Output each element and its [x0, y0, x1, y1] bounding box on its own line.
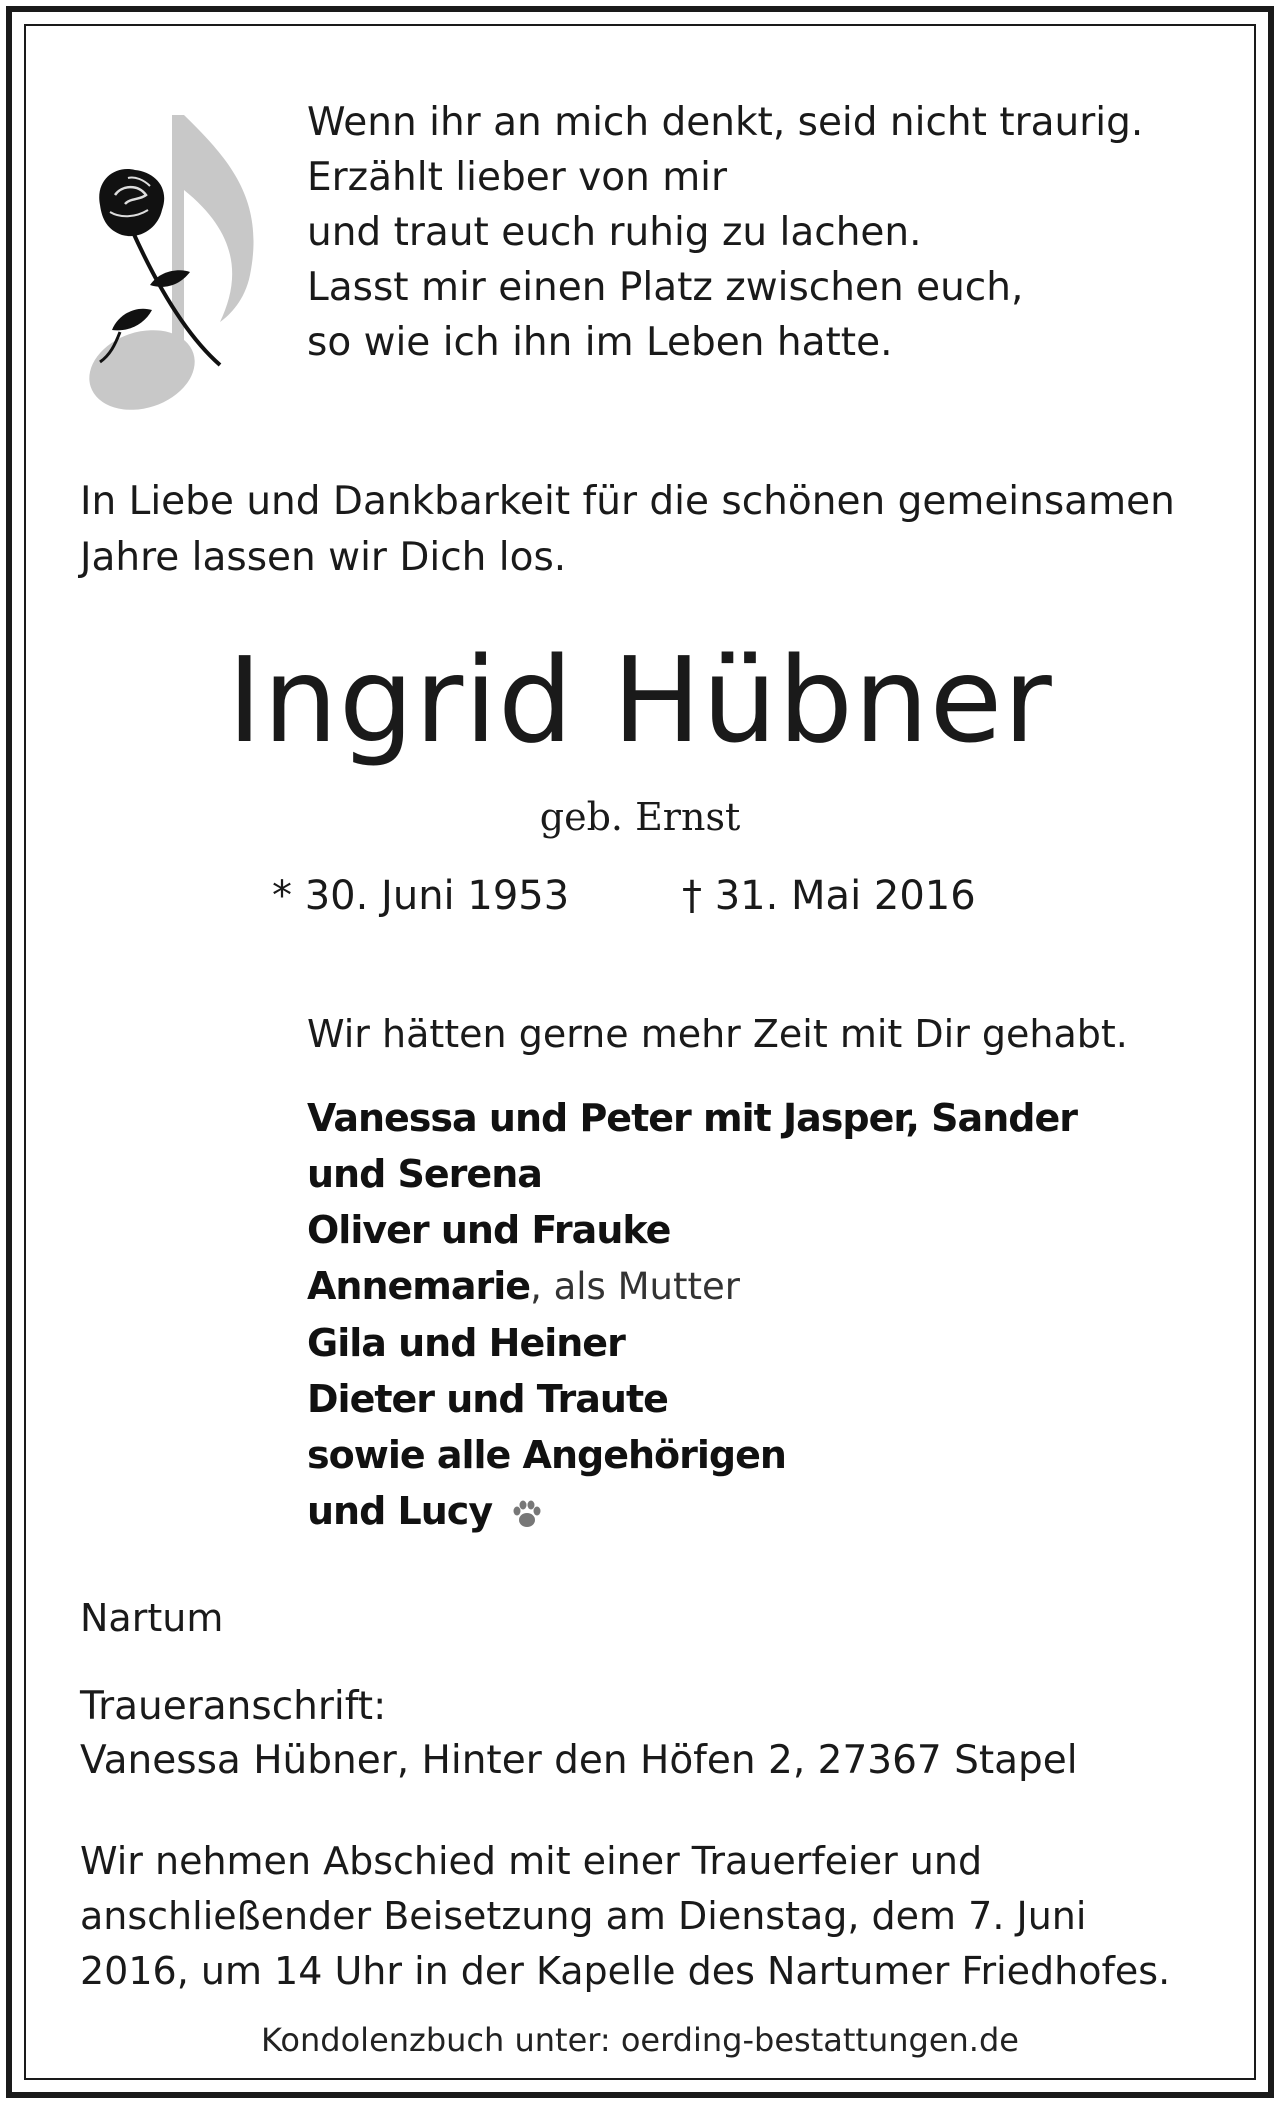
- family-line: Oliver und Frauke: [307, 1208, 671, 1252]
- condolence-book-link: Kondolenzbuch unter: oerding-bestattungen.de: [261, 2021, 1019, 2059]
- family-line: Dieter und Traute: [307, 1377, 668, 1421]
- family-line: [307, 1258, 1127, 1315]
- wish-text: Wir hätten gerne mehr Zeit mit Dir gehabt.: [307, 1012, 1128, 1056]
- address-value: Vanessa Hübner, Hinter den Höfen 2, 27367 Stapel: [80, 1738, 1078, 1783]
- family-list: [307, 1090, 1127, 1539]
- poem: [307, 95, 1207, 370]
- paw-icon: [510, 1497, 544, 1531]
- farewell-line: anschließender Beisetzung am Dienstag, dem 7. Juni: [80, 1894, 1087, 1938]
- family-line: sowie alle Angehörigen: [307, 1433, 786, 1477]
- poem-line: so wie ich ihn im Leben hatte.: [307, 320, 893, 365]
- maiden-name: geb. Ernst: [539, 795, 741, 839]
- family-line: Gila und Heiner: [307, 1321, 625, 1365]
- poem-line: Erzählt lieber von mir: [307, 155, 728, 200]
- death-date: † 31. Mai 2016: [682, 873, 976, 919]
- poem-line: Wenn ihr an mich denkt, seid nicht traurig.: [307, 100, 1144, 145]
- place-name: Nartum: [80, 1596, 224, 1640]
- intro-text: [80, 474, 1200, 586]
- farewell-text: [80, 1834, 1210, 1999]
- family-line: [307, 1483, 1127, 1539]
- family-line: Vanessa und Peter mit Jasper, Sander: [307, 1096, 1077, 1140]
- mourning-address: [80, 1680, 1078, 1788]
- intro-line: Jahre lassen wir Dich los.: [80, 535, 567, 580]
- poem-line: Lasst mir einen Platz zwischen euch,: [307, 265, 1024, 310]
- family-member: und Lucy: [307, 1489, 493, 1533]
- farewell-line: 2016, um 14 Uhr in der Kapelle des Nartumer Friedhofes.: [80, 1949, 1171, 1993]
- family-line: und Serena: [307, 1152, 542, 1196]
- address-label: Traueranschrift:: [80, 1684, 387, 1729]
- poem-line: und traut euch ruhig zu lachen.: [307, 210, 922, 255]
- deceased-name: Ingrid Hübner: [227, 631, 1053, 769]
- intro-line: In Liebe und Dankbarkeit für die schönen gemeinsamen: [80, 479, 1175, 524]
- birth-date: * 30. Juni 1953: [272, 873, 570, 919]
- farewell-line: Wir nehmen Abschied mit einer Trauerfeier und: [80, 1839, 983, 1883]
- family-member: Annemarie: [307, 1264, 531, 1308]
- music-note-rose-icon: [80, 100, 280, 430]
- family-note: , als Mutter: [530, 1265, 740, 1308]
